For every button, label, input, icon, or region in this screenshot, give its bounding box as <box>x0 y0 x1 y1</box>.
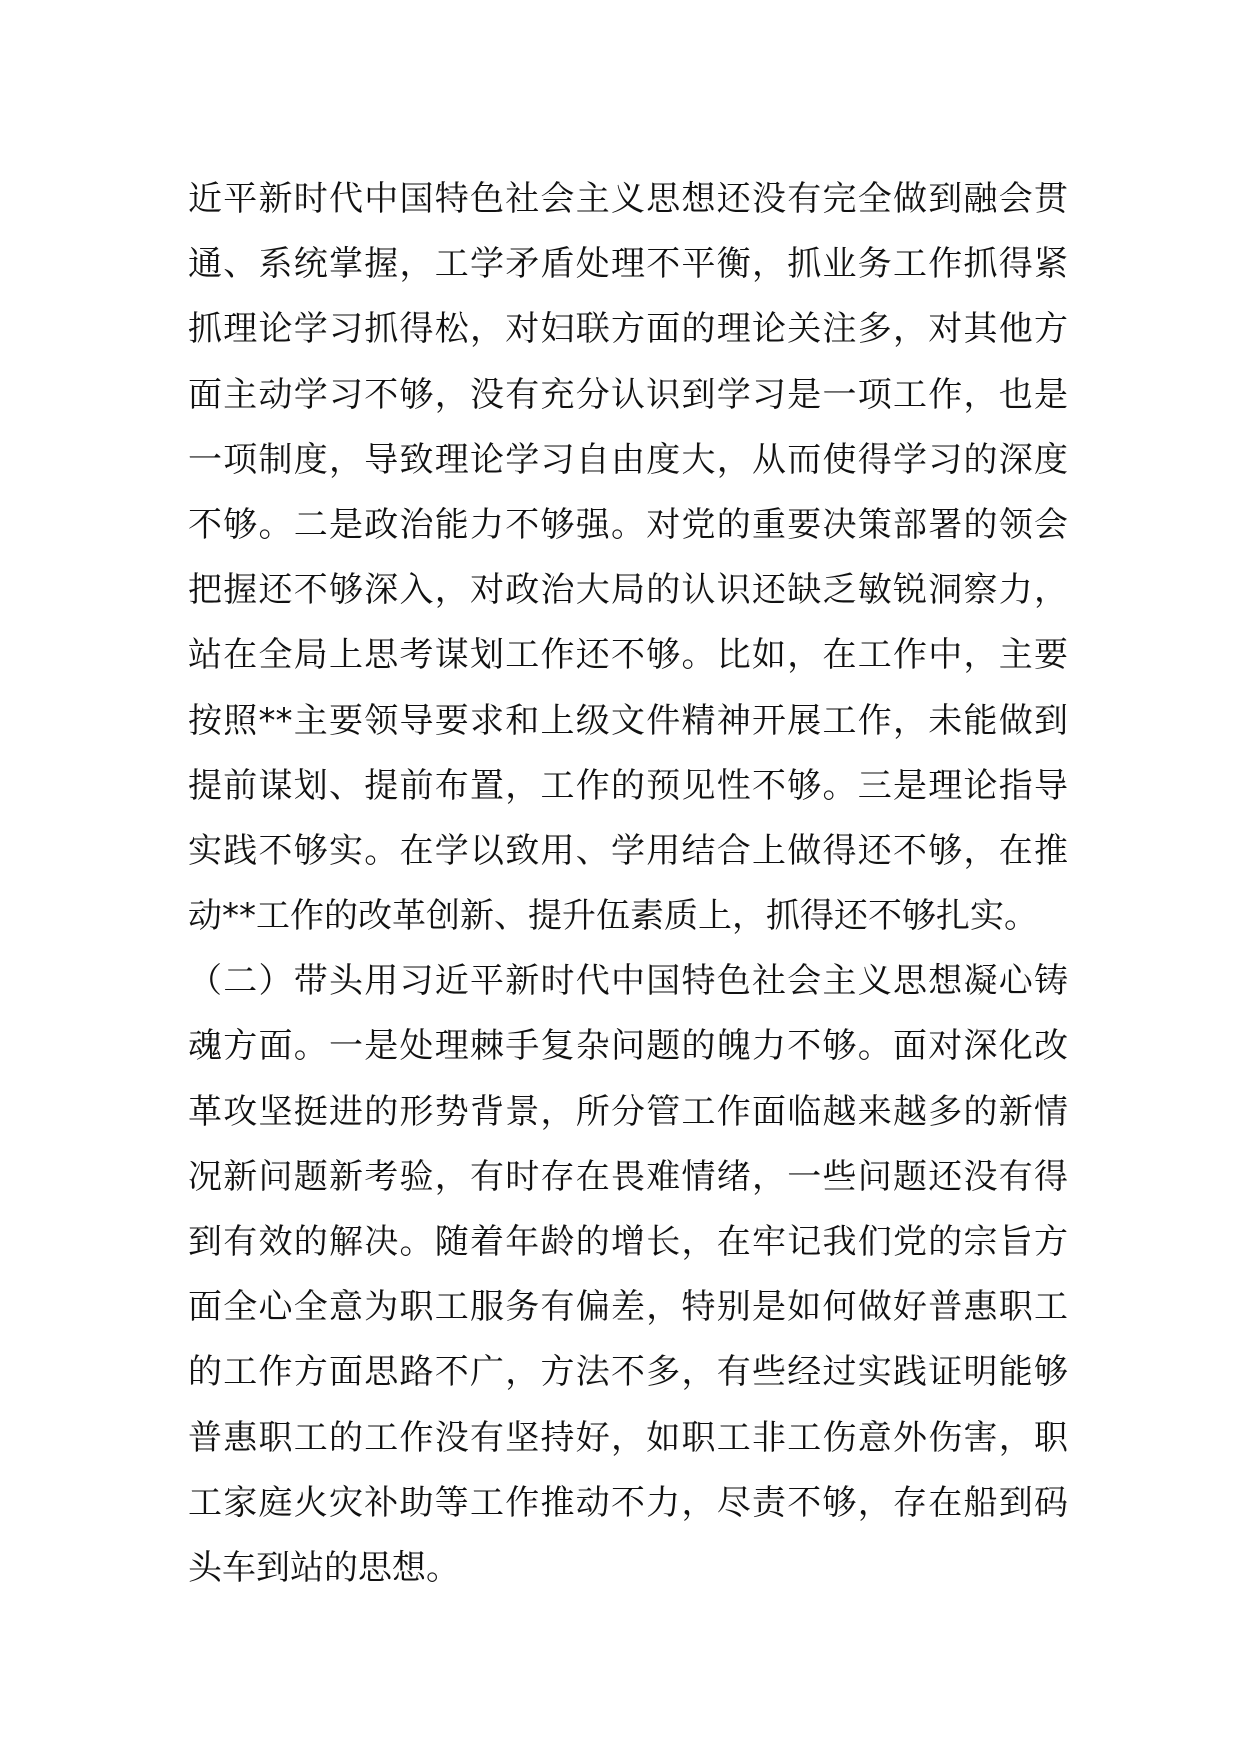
text-line: 普惠职工的工作没有坚持好，如职工非工伤意外伤害，职 <box>188 1417 1068 1458</box>
body-text <box>188 167 1068 1601</box>
text-line: 革攻坚挺进的形势背景，所分管工作面临越来越多的新情 <box>188 1091 1068 1132</box>
text-line: 动**工作的改革创新、提升伍素质上，抓得还不够扎实。 <box>188 896 1038 937</box>
text-line: 魂方面。一是处理棘手复杂问题的魄力不够。面对深化改 <box>188 1026 1068 1067</box>
text-line: 面主动学习不够，没有充分认识到学习是一项工作，也是 <box>188 374 1068 415</box>
text-line: 面全心全意为职工服务有偏差，特别是如何做好普惠职工 <box>188 1287 1068 1328</box>
text-line: 按照**主要领导要求和上级文件精神开展工作，未能做到 <box>188 700 1068 741</box>
text-line: 近平新时代中国特色社会主义思想还没有完全做到融会贯 <box>188 179 1068 219</box>
text-line: 实践不够实。在学以致用、学用结合上做得还不够，在推 <box>188 830 1068 871</box>
text-line: 抓理论学习抓得松，对妇联方面的理论关注多，对其他方 <box>188 309 1068 350</box>
text-line: 工家庭火灾补助等工作推动不力，尽责不够，存在船到码 <box>188 1482 1068 1523</box>
text-line: 站在全局上思考谋划工作还不够。比如，在工作中，主要 <box>188 635 1068 676</box>
text-line: 提前谋划、提前布置，工作的预见性不够。三是理论指导 <box>188 765 1068 806</box>
text-line: 头车到站的思想。 <box>188 1547 460 1588</box>
section-heading-line: （二）带头用习近平新时代中国特色社会主义思想凝心铸 <box>188 961 1068 1002</box>
text-line: 一项制度，导致理论学习自由度大，从而使得学习的深度 <box>188 439 1068 480</box>
text-line: 不够。二是政治能力不够强。对党的重要决策部署的领会 <box>188 504 1068 545</box>
text-line: 把握还不够深入，对政治大局的认识还缺乏敏锐洞察力， <box>188 570 1068 611</box>
text-line: 的工作方面思路不广，方法不多，有些经过实践证明能够 <box>188 1352 1068 1393</box>
text-line: 况新问题新考验，有时存在畏难情绪，一些问题还没有得 <box>188 1156 1068 1197</box>
text-line: 到有效的解决。随着年龄的增长，在牢记我们党的宗旨方 <box>188 1222 1068 1262</box>
text-line: 通、系统掌握，工学矛盾处理不平衡，抓业务工作抓得紧 <box>188 244 1068 285</box>
